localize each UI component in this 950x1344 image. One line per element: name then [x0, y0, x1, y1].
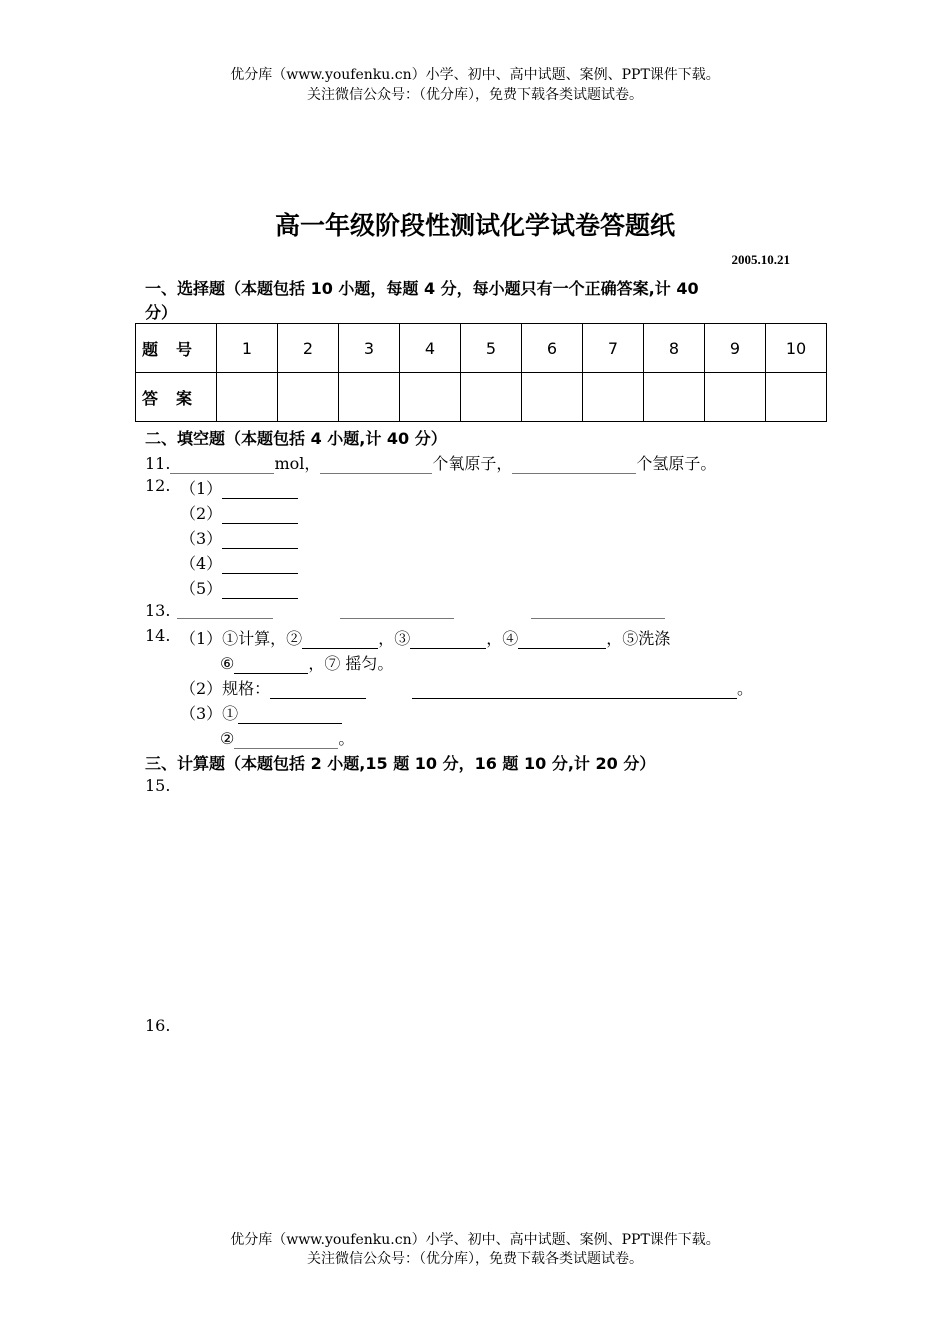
q12-label-3: （3）	[180, 529, 223, 548]
question-number: 7	[583, 324, 644, 373]
answer-cell[interactable]	[461, 373, 522, 422]
footer-banner-line1: 优分库（www.youfenku.cn）小学、初中、高中试题、案例、PPT课件下载。	[230, 1232, 720, 1248]
answer-cell[interactable]	[705, 373, 766, 422]
question-13	[145, 601, 170, 620]
footer-banner-line2: 关注微信公众号：（优分库），免费下载各类试题试卷。	[307, 1251, 643, 1267]
q12-label-2: （2）	[180, 504, 223, 523]
section2-heading: 二、填空题（本题包括 4 小题,计 40 分）	[145, 429, 447, 448]
question-number: 3	[339, 324, 400, 373]
row-label-answer: 答案	[136, 373, 217, 422]
section3-heading: 三、计算题（本题包括 2 小题,15 题 10 分，16 题 10 分,计 20 分）	[145, 754, 656, 773]
answer-cell[interactable]	[583, 373, 644, 422]
question-number: 10	[766, 324, 827, 373]
q12-item-2	[180, 501, 298, 524]
q12-blank-3[interactable]	[222, 530, 298, 549]
q14-part-2	[180, 676, 366, 699]
page-title: 高一年级阶段性测试化学试卷答题纸	[274, 211, 675, 240]
q14-part-2-reason	[412, 676, 753, 699]
answer-cell[interactable]	[644, 373, 705, 422]
q12-blank-2[interactable]	[222, 505, 298, 524]
q13-blank-2[interactable]	[340, 600, 454, 619]
q12-label-4: （4）	[180, 554, 223, 573]
q11-blank-hydrogen[interactable]	[512, 455, 636, 474]
q14-blank-step4[interactable]	[518, 630, 606, 649]
q14-blank-step6[interactable]	[234, 655, 308, 674]
answer-cell[interactable]	[339, 373, 400, 422]
question-14	[145, 626, 170, 645]
q14-blank-step3[interactable]	[410, 630, 486, 649]
q14-step6-label: ⑥	[220, 654, 235, 673]
q11-oxygen-label: 个氧原子，	[432, 454, 513, 473]
q13-blank-3[interactable]	[531, 600, 665, 619]
question-number: 1	[217, 324, 278, 373]
q14-step-calc: （1）①计算，②	[180, 629, 303, 648]
q14-blank-p3-1[interactable]	[238, 705, 342, 724]
q12-number: 12.	[145, 476, 171, 495]
q14-p3-end: 。	[338, 729, 355, 748]
question-number: 9	[705, 324, 766, 373]
q11-hydrogen-label: 个氢原子。	[636, 454, 717, 473]
answer-cell[interactable]	[217, 373, 278, 422]
q14-spec-label: （2）规格：	[180, 679, 271, 698]
answer-cell[interactable]	[400, 373, 461, 422]
q14-p2-end: 。	[737, 679, 754, 698]
q16-answer-area[interactable]	[145, 1040, 805, 1220]
q14-p3-label-2: ②	[220, 729, 235, 748]
q12-item-3	[180, 526, 298, 549]
section1-heading: 一、选择题（本题包括 10 小题，每题 4 分，每小题只有一个正确答案,计 40	[145, 279, 699, 298]
answer-cell[interactable]	[766, 373, 827, 422]
q14-step-shake: ，⑦ 摇匀。	[308, 654, 394, 673]
q15-answer-area[interactable]	[145, 798, 805, 1008]
table-row-numbers	[136, 324, 827, 373]
exam-date: 2005.10.21	[731, 252, 790, 267]
q14-number: 14.	[145, 626, 171, 645]
q11-blank-mol[interactable]	[170, 455, 274, 474]
q14-step4-label: ，④	[486, 629, 519, 648]
q14-part-1-cont	[220, 651, 393, 674]
q14-blank-spec[interactable]	[270, 680, 366, 699]
q13-blank-1[interactable]	[177, 600, 273, 619]
q14-part-3-cont	[220, 726, 354, 749]
question-16: 16.	[145, 1016, 171, 1035]
q14-blank-step2[interactable]	[302, 630, 378, 649]
q14-blank-reason[interactable]	[412, 680, 737, 699]
question-number: 8	[644, 324, 705, 373]
q14-part-1	[180, 626, 670, 649]
q12-blank-1[interactable]	[222, 480, 298, 499]
q14-p3-label-1: （3）①	[180, 704, 239, 723]
q13-number: 13.	[145, 601, 171, 620]
question-number: 6	[522, 324, 583, 373]
header-banner-line2: 关注微信公众号：（优分库），免费下载各类试题试卷。	[307, 87, 643, 103]
header-banner-line1: 优分库（www.youfenku.cn）小学、初中、高中试题、案例、PPT课件下载。	[230, 67, 720, 83]
question-15: 15.	[145, 776, 171, 795]
table-row-answers	[136, 373, 827, 422]
q12-item-4	[180, 551, 298, 574]
section1-heading-cont: 分）	[145, 303, 178, 322]
answer-cell[interactable]	[278, 373, 339, 422]
question-11	[145, 451, 716, 474]
q14-step3-label: ，③	[378, 629, 411, 648]
q14-blank-p3-2[interactable]	[234, 730, 338, 749]
q12-item-1	[180, 476, 298, 499]
answer-table	[135, 323, 827, 422]
q12-blank-5[interactable]	[222, 580, 298, 599]
q12-label-1: （1）	[180, 479, 223, 498]
q11-number: 11.	[145, 454, 171, 473]
q11-blank-oxygen[interactable]	[320, 455, 432, 474]
q12-item-5	[180, 576, 298, 599]
q12-label-5: （5）	[180, 579, 223, 598]
q12-blank-4[interactable]	[222, 555, 298, 574]
q14-part-3	[180, 701, 342, 724]
answer-cell[interactable]	[522, 373, 583, 422]
question-12	[145, 476, 170, 495]
q11-unit: mol，	[274, 454, 321, 473]
row-label-number: 题号	[136, 324, 217, 373]
question-number: 2	[278, 324, 339, 373]
question-number: 5	[461, 324, 522, 373]
q14-step-wash: ，⑤洗涤	[606, 629, 671, 648]
question-number: 4	[400, 324, 461, 373]
